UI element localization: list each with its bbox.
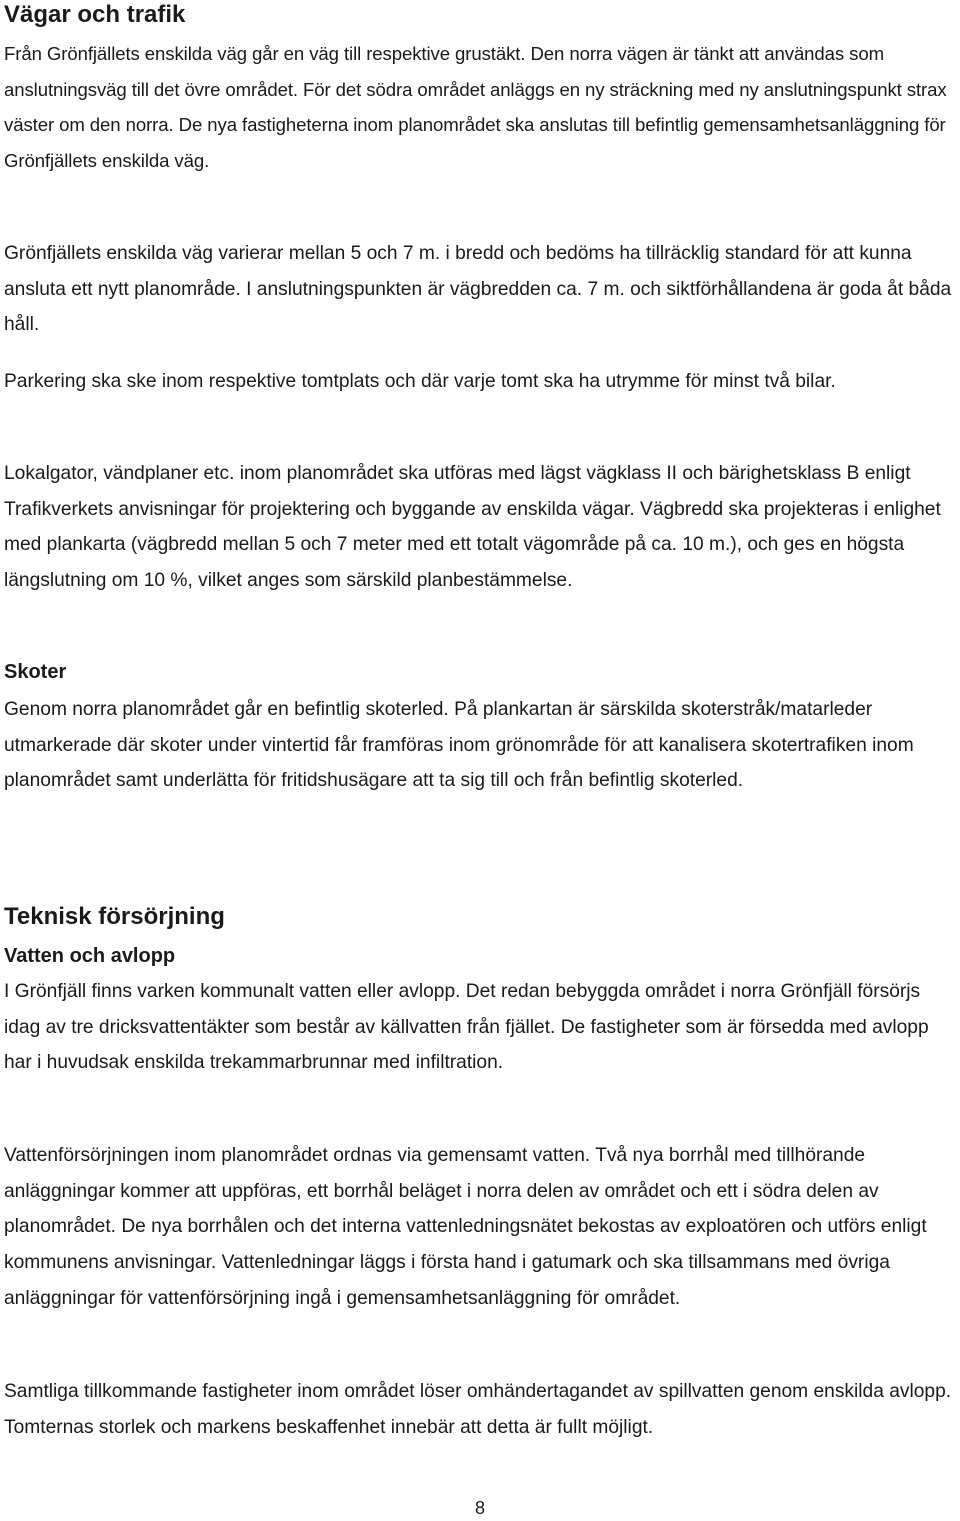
paragraph-parking: Parkering ska ske inom respektive tomtplats och där varje tomt ska ha utrymme för minst två bilar.: [4, 371, 836, 392]
paragraph-snowmobile: Genom norra planområdet går en befintlig skoterled. På plankartan är särskilda skoterstråk/matarleder utmarkerade där skoter under vintertid får framföras inom grönområde för att kanalisera skotertrafiken inom planområdet samt underlätta för fritidshusägare att ta sig till och från befintlig skoterled.: [4, 699, 914, 792]
paragraph-sewage: Samtliga tillkommande fastigheter inom området löser omhändertagandet av spillvatten genom enskilda avlopp. Tomternas storlek och markens beskaffenhet innebär att detta är fullt möjligt.: [4, 1381, 952, 1438]
section-title-vagar-och-trafik: Vägar och trafik: [4, 1, 186, 28]
section-title-teknisk-forsorjning: Teknisk försörjning: [4, 903, 225, 930]
paragraph-water-supply: Vattenförsörjningen inom planområdet ordnas via gemensamt vatten. Två nya borrhål med tillhörande anläggningar kommer att uppföras, ett borrhål beläget i norra delen av området och ett i södra delen av planområdet. De nya borrhålen och det interna vattenledningsnätet bekostas av exploatören och utförs enligt kommunens anvisningar. Vattenledningar läggs i första hand i gatumark och ska tillsammans med övriga anläggningar för vattenförsörjning ingå i gemensamhetsanläggning för området.: [4, 1145, 927, 1309]
subsection-title-skoter: Skoter: [4, 661, 67, 683]
paragraph-local-streets: Lokalgator, vändplaner etc. inom planområdet ska utföras med lägst vägklass II och bärighetsklass B enligt Trafikverkets anvisningar för projektering och byggande av enskilda vägar. Vägbredd ska projekteras i enlighet med plankarta (vägbredd mellan 5 och 7 meter med ett totalt vägområde på ca. 10 m.), och ges en högsta längslutning om 10 %, vilket anges som särskild planbestämmelse.: [4, 463, 941, 592]
page-number: 8: [474, 1498, 485, 1518]
subsection-title-vatten-och-avlopp: Vatten och avlopp: [4, 945, 176, 967]
paragraph-road-width: Grönfjällets enskilda väg varierar mellan 5 och 7 m. i bredd och bedöms ha tillräcklig standard för att kunna ansluta ett nytt planområde. I anslutningspunkten är vägbredden ca. 7 m. och siktförhållandena är goda åt båda håll.: [4, 243, 952, 336]
paragraph-road-access: Från Grönfjällets enskilda väg går en väg till respektive grustäkt. Den norra vägen är tänkt att användas som anslutningsväg till det övre området. För det södra området anläggs en ny sträckning med ny anslutningspunkt strax väster om den norra. De nya fastigheterna inom planområdet ska anslutas till befintlig gemensamhetsanläggning för Grönfjällets enskilda väg.: [4, 43, 947, 172]
paragraph-water-current: I Grönfjäll finns varken kommunalt vatten eller avlopp. Det redan bebyggda området i norra Grönfjäll försörjs idag av tre dricksvattentäkter som består av källvatten från fjället. De fastigheter som är försedda med avlopp har i huvudsak enskilda trekammarbrunnar med infiltration.: [4, 981, 929, 1074]
